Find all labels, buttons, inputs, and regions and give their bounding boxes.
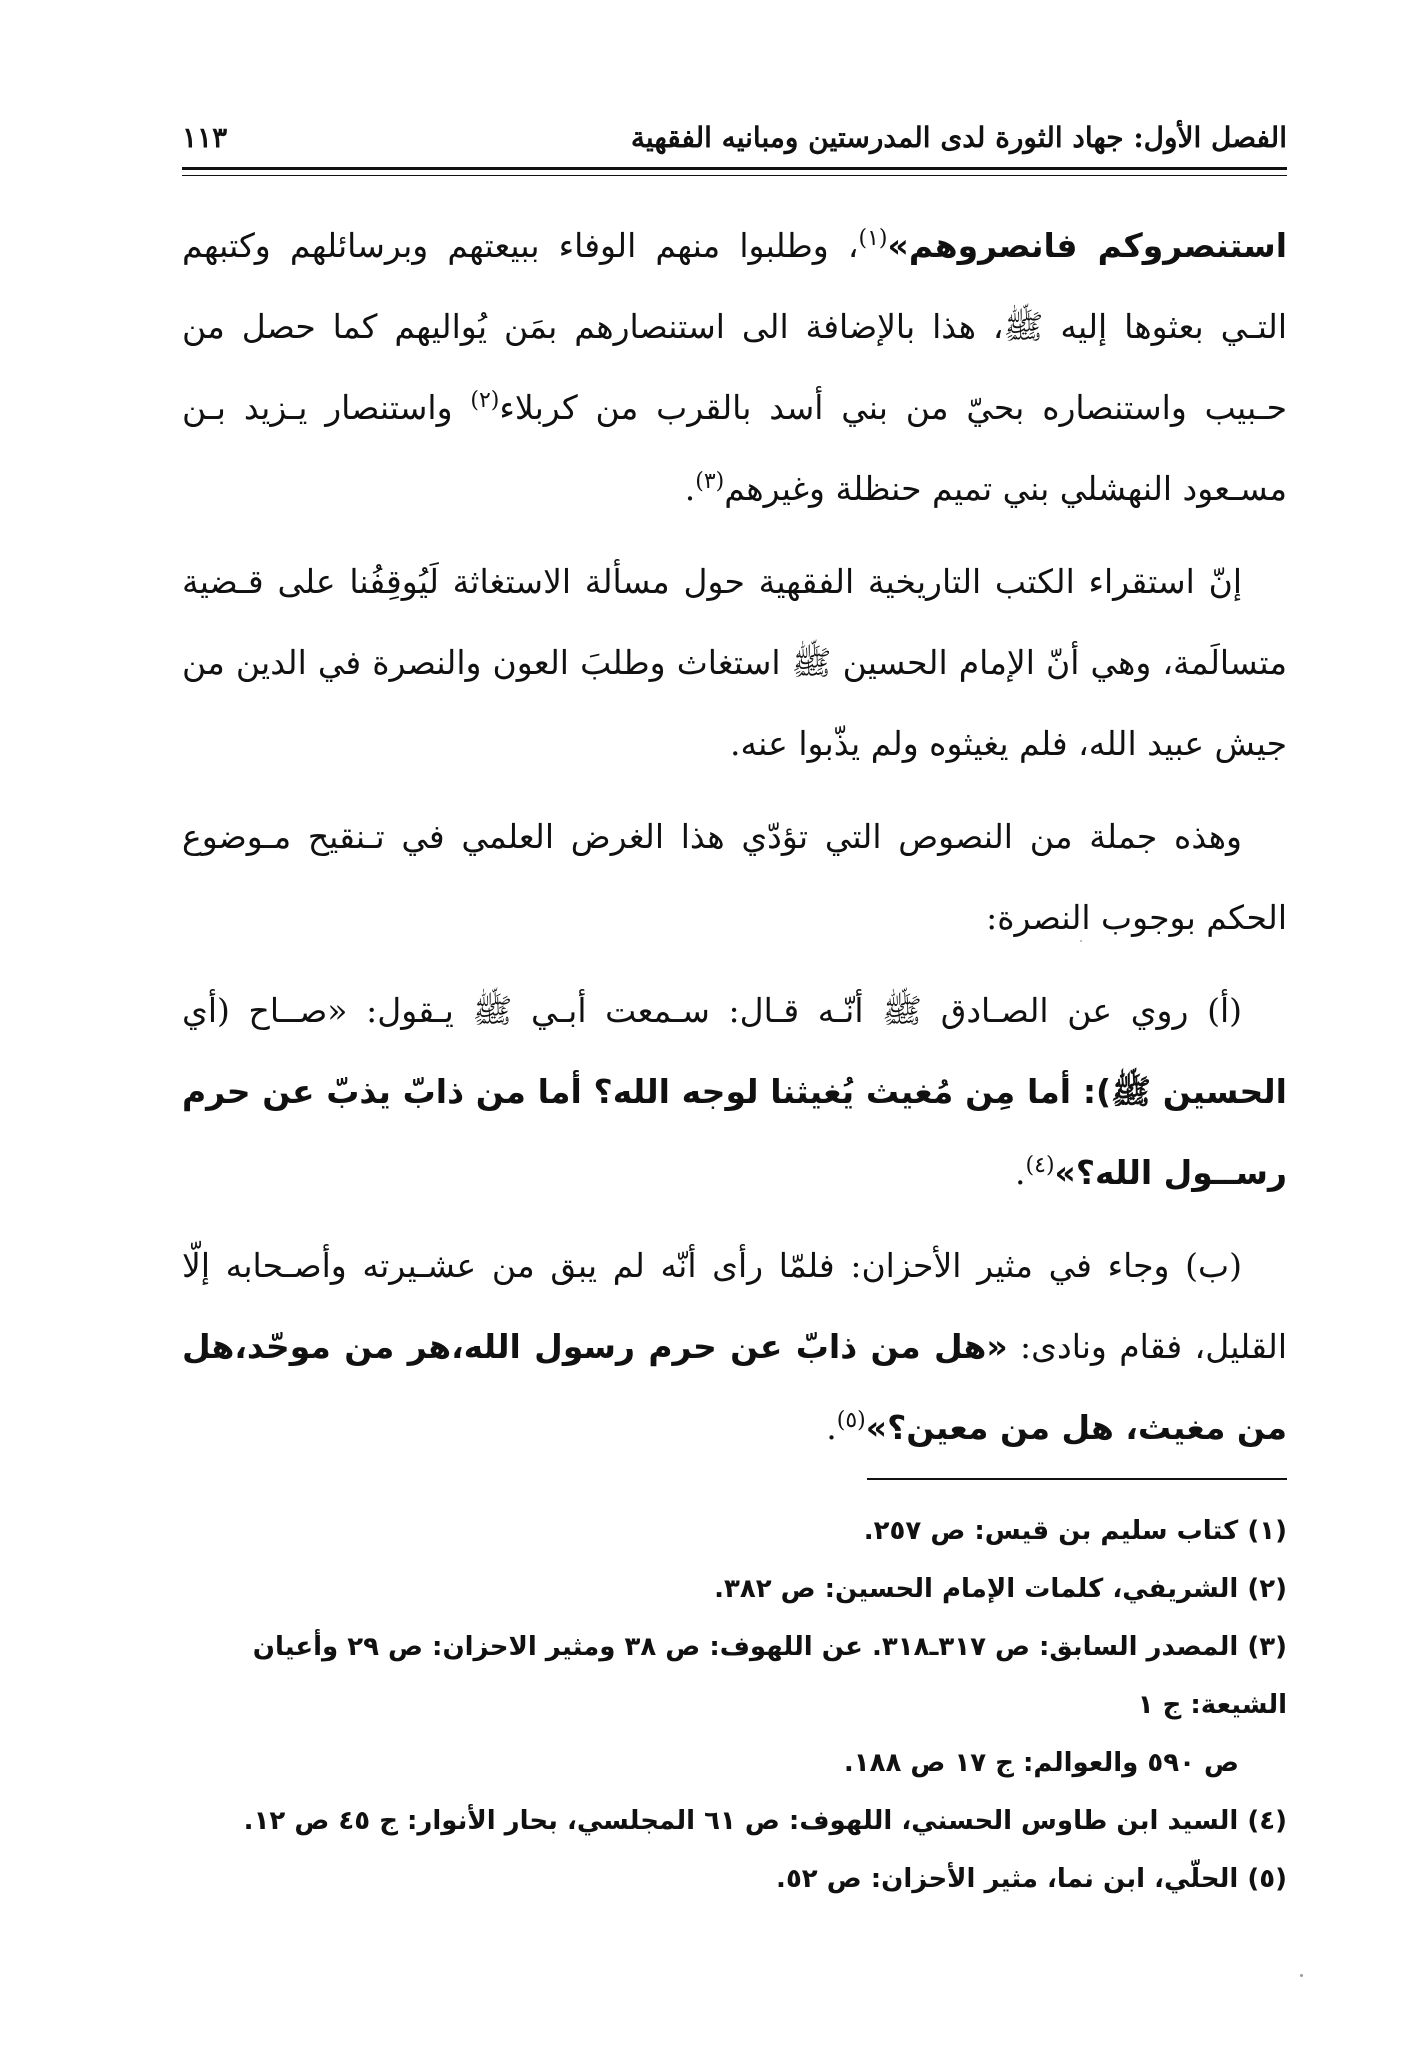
paragraph-1 — [182, 205, 1287, 529]
quote-bold: «هل من ذابّ عن حرم رسول الله،هر من موحّد،هل من مغيث، هل من معين؟» — [182, 1327, 1287, 1447]
quote-bold: الحسين ﷺ): أما مِن مُغيث يُغيثنا لوجه الله؟ أما من ذابّ يذبّ عن حرم رســول الله؟» — [182, 1072, 1287, 1192]
footnote-ref-4[interactable]: (٤) — [1025, 1153, 1055, 1178]
footnote-3 — [182, 1618, 1287, 1792]
paragraph-5 — [182, 1225, 1287, 1468]
footnote-text: المصدر السابق: ص ٣١٧ـ٣١٨. عن اللهوف: ص ٣٨ ومثير الاحزان: ص ٢٩ وأعيان الشيعة: ج ١ — [252, 1632, 1287, 1720]
footnote-ref-1[interactable]: (١) — [858, 226, 888, 251]
page-number: ١١٣ — [182, 120, 228, 154]
paragraph-text: (أ) روي عن الصـادق ﷺ أنّـه قـال: سـمعت أبـي ﷺ يـقول: «صــاح (أي — [182, 991, 1242, 1030]
quote-bold: استنصروكم فانصروهم» — [887, 226, 1288, 265]
paragraph-2: إنّ استقراء الكتب التاريخية الفقهية حول مسألة الاستغاثة لَيُوقِفُنا على قـضية متسالَمة، وهي أنّ الإمام الحسين ﷺ استغاث وطلبَ العون والنصرة في الدين من جيش عبيد الله، فلم يغيثوه ولم يذّبوا عنه. — [182, 562, 1287, 763]
header-rule-thin — [182, 175, 1287, 176]
footnote-ref-5[interactable]: (٥) — [836, 1408, 866, 1433]
paragraph-3: وهذه جملة من النصوص التي تؤدّي هذا الغرض العلمي في تـنقيح مـوضوع الحكم بوجوب النصرة: — [182, 817, 1287, 937]
footnotes — [182, 1502, 1287, 1908]
footnote-4 — [182, 1792, 1287, 1850]
footnote-number: (٤) — [1247, 1806, 1287, 1836]
paragraph-text: . — [826, 1408, 837, 1447]
footnote-text: السيد ابن طاوس الحسني، اللهوف: ص ٦١ المجلسي، بحار الأنوار: ج ٤٥ ص ١٢. — [243, 1806, 1239, 1836]
footnote-text: كتاب سليم بن قيس: ص ٢٥٧. — [863, 1516, 1239, 1546]
footnote-ref-3[interactable]: (٣) — [695, 469, 725, 494]
footnote-text: الحلّي، ابن نما، مثير الأحزان: ص ٥٢. — [776, 1864, 1239, 1894]
paragraph-4 — [182, 970, 1287, 1213]
footnote-number: (٣) — [1247, 1632, 1287, 1662]
footnote-5 — [182, 1850, 1287, 1908]
header-rule-thick — [182, 167, 1287, 170]
scan-speck — [1080, 940, 1082, 942]
chapter-title: الفصل الأول: جهاد الثورة لدى المدرستين ومبانيه الفقهية — [630, 120, 1287, 154]
paragraph-text: ، وطلبوا منهم الوفاء ببيعتهم وبرسائلهم وكتبهم التـي بعثوها إليه ﷺ، هذا بالإضافة الى استنصارهم بمَن يُواليهم كما حصل من حـبيب واستنصاره بحيّ من بني أسد بالقرب من كربلاء — [182, 226, 1287, 427]
footnote-separator — [867, 1478, 1287, 1480]
footnote-continuation: ص ٥٩٠ والعوالم: ج ١٧ ص ١٨٨. — [843, 1748, 1239, 1778]
footnote-text: الشريفي، كلمات الإمام الحسين: ص ٣٨٢. — [714, 1574, 1239, 1604]
footnote-1 — [182, 1502, 1287, 1560]
main-text — [182, 205, 1287, 1480]
running-header — [182, 112, 1287, 162]
footnote-number: (١) — [1247, 1516, 1287, 1546]
footnote-number: (٥) — [1247, 1864, 1287, 1894]
footnote-ref-2[interactable]: (٢) — [470, 388, 500, 413]
paragraph-text: (ب) وجاء في مثير الأحزان: فلمّا رأى أنّه لم يبق من عشـيرته وأصـحابه إلّا القليل، فقام ونادى: — [182, 1246, 1287, 1366]
paragraph-text: . — [1015, 1153, 1026, 1192]
footnote-2 — [182, 1560, 1287, 1618]
scan-speck — [1300, 1974, 1303, 1977]
paragraph-text: . — [684, 469, 696, 508]
footnote-number: (٢) — [1247, 1574, 1287, 1604]
paragraph-text: واستنصار يـزيد بـن مسـعود النهشلي بني تميم حنظلة وغيرهم — [182, 388, 1287, 508]
